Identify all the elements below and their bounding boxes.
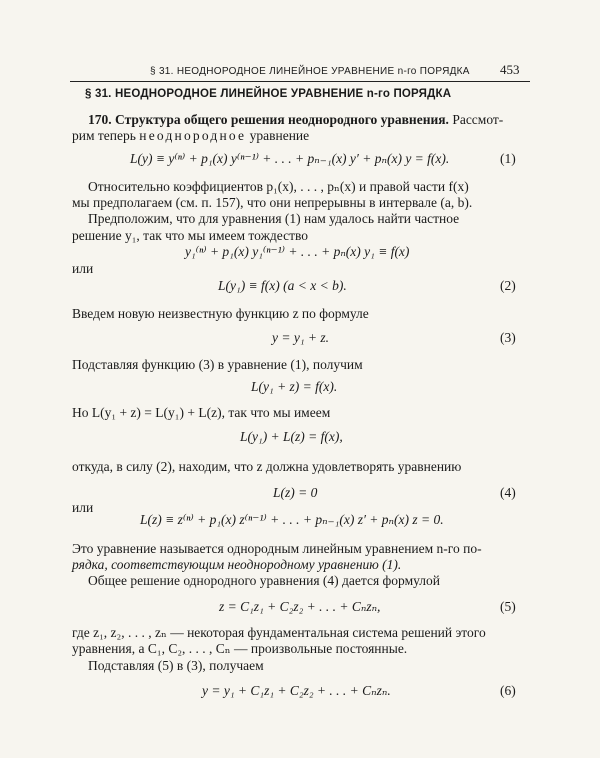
equation-5: z = C₁z₁ + C₂z₂ + . . . + Cₙzₙ, (219, 599, 381, 614)
text-line: Подставляя функцию (3) в уравнение (1), получим (72, 357, 363, 372)
equation-identity: y₁⁽ⁿ⁾ + p₁(x) y₁⁽ⁿ⁻¹⁾ + . . . + pₙ(x) y₁ ≡ f(x) (185, 244, 410, 259)
text-line: Подставляя (5) в (3), получаем (88, 658, 264, 673)
equation-2-number: (2) (500, 278, 516, 293)
paragraph-170-line-1 (88, 112, 503, 128)
text-fragment: рим теперь (72, 128, 136, 143)
text-line: Общее решение однородного уравнения (4) дается формулой (88, 573, 440, 588)
equation-substitution: L(y₁ + z) = f(x). (251, 379, 338, 394)
equation-4-number: (4) (500, 485, 516, 500)
equation-4: L(z) = 0 (273, 485, 318, 500)
paragraph-170-heading: 170. Структура общего решения неоднородного уравнения. (88, 112, 449, 127)
text-line-italic: рядка, соответствующим неоднородному уравнению (1). (72, 557, 402, 572)
equation-3-number: (3) (500, 330, 516, 345)
text-line: Относительно коэффициентов p₁(x), . . . , pₙ(x) и правой части f(x) (88, 179, 469, 194)
equation-1-number: (1) (500, 151, 516, 166)
text-or: или (72, 500, 94, 515)
header-rule (70, 81, 530, 82)
text-or: или (72, 261, 94, 276)
paragraph-170-line-2 (72, 128, 309, 144)
text-line: мы предполагаем (см. п. 157), что они непрерывны в интервале (a, b). (72, 195, 473, 210)
text-line: решение y₁, так что мы имеем тождество (72, 228, 309, 243)
text-line: Это уравнение называется однородным линейным уравнением n-го по- (72, 541, 482, 556)
spaced-term: неоднородное (139, 128, 247, 143)
text-line: откуда, в силу (2), находим, что z должна удовлетворять уравнению (72, 459, 462, 474)
text-line: Введем новую неизвестную функцию z по формуле (72, 306, 369, 321)
equation-6-number: (6) (500, 683, 516, 698)
page-number: 453 (500, 62, 520, 77)
equation-4-expanded: L(z) ≡ z⁽ⁿ⁾ + p₁(x) z⁽ⁿ⁻¹⁾ + . . . + pₙ₋₁(x) z′ + pₙ(x) z = 0. (140, 512, 444, 527)
text-fragment: уравнение (249, 128, 310, 143)
running-header-title: § 31. НЕОДНОРОДНОЕ ЛИНЕЙНОЕ УРАВНЕНИЕ n-го ПОРЯДКА (150, 66, 470, 77)
equation-3: y = y₁ + z. (272, 330, 330, 345)
text-line: уравнения, а C₁, C₂, . . . , Cₙ — произвольные постоянные. (72, 641, 408, 656)
equation-1: L(y) ≡ y⁽ⁿ⁾ + p₁(x) y⁽ⁿ⁻¹⁾ + . . . + pₙ₋₁(x) y′ + pₙ(x) y = f(x). (130, 151, 450, 166)
equation-5-number: (5) (500, 599, 516, 614)
text-line: где z₁, z₂, . . . , zₙ — некоторая фундаментальная система решений этого (72, 625, 486, 640)
equation-6: y = y₁ + C₁z₁ + C₂z₂ + . . . + Cₙzₙ. (202, 683, 391, 698)
section-title: § 31. НЕОДНОРОДНОЕ ЛИНЕЙНОЕ УРАВНЕНИЕ n-го ПОРЯДКА (85, 88, 452, 100)
text-line: Предположим, что для уравнения (1) нам удалось найти частное (88, 211, 460, 226)
paragraph-170-line-1-tail: Рассмот- (452, 112, 504, 127)
text-line: Но L(y₁ + z) = L(y₁) + L(z), так что мы имеем (72, 405, 331, 420)
equation-sum: L(y₁) + L(z) = f(x), (240, 429, 343, 444)
equation-2: L(y₁) ≡ f(x) (a < x < b). (218, 278, 347, 293)
